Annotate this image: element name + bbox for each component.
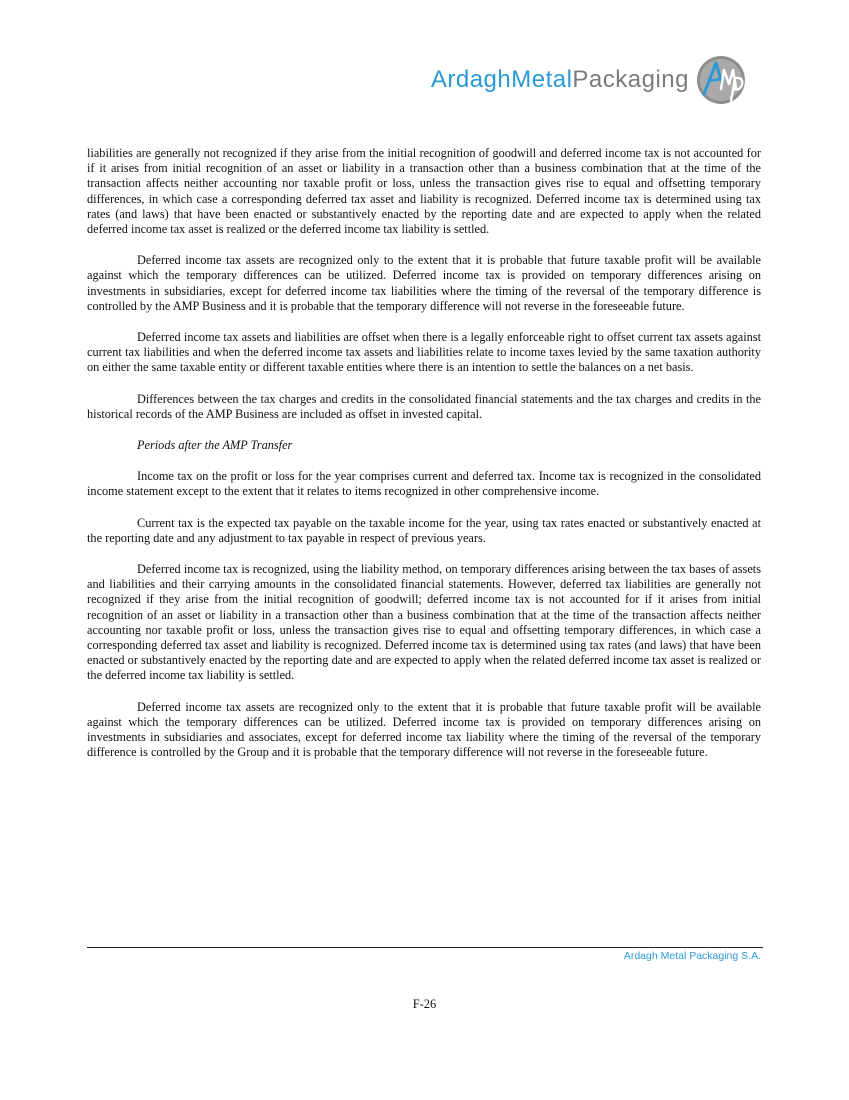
paragraph-continued: liabilities are generally not recognized if they arise from the initial recognition of goodwill and deferred income tax is not accounted for if it arises from initial recognition of an asset or liability in a transaction other than a business combination that at the time of the transaction affects neither accounting nor taxable profit or loss, unless the transaction gives rise to equal and offsetting temporary differences, in which case a corresponding deferred tax asset and liability is recognized. Deferred income tax is determined using tax rates (and laws) that have been enacted or substantively enacted by the reporting date and are expected to apply when the related deferred income tax asset is realized or the deferred income tax liability is settled.	[87, 146, 761, 237]
section-subheading: Periods after the AMP Transfer	[137, 438, 293, 453]
paragraph: Current tax is the expected tax payable on the taxable income for the year, using tax rates enacted or substantively enacted at the reporting date and any adjustment to tax payable in respect of previous years.	[87, 515, 761, 545]
paragraph: Differences between the tax charges and credits in the consolidated financial statements and the tax charges and credits in the historical records of the AMP Business are included as offset in invested capital.	[87, 391, 761, 421]
paragraph: Deferred income tax assets are recognized only to the extent that it is probable that future taxable profit will be available against which the temporary differences can be utilized. Deferred income tax is provided on temporary differences arising on investments in subsidiaries and associates, except for deferred income tax liability where the timing of the reversal of the temporary difference is controlled by the Group and it is probable that the temporary difference will not reverse in the foreseeable future.	[87, 699, 761, 760]
brand-word-packaging: Packaging	[572, 66, 689, 93]
brand-wordmark	[431, 66, 689, 94]
page-number: F-26	[412, 997, 437, 1011]
paragraph: Deferred income tax assets and liabilities are offset when there is a legally enforceable right to offset current tax assets against current tax liabilities and when the deferred income tax assets and liabilities relate to income taxes levied by the same taxation authority on either the same taxable entity or different taxable entities where there is an intention to settle the balances on a net basis.	[87, 330, 761, 375]
footer-company-name: Ardagh Metal Packaging S.A.	[623, 950, 761, 962]
footer-divider	[87, 947, 763, 948]
paragraph: Deferred income tax is recognized, using the liability method, on temporary differences arising between the tax bases of assets and liabilities and their carrying amounts in the consolidated financial statements. However, deferred tax liabilities are generally not recognized if they arise from the initial recognition of goodwill; deferred income tax is not accounted for if it arises from initial recognition of an asset or liability in a transaction other than a business combination that at the time of the transaction affects neither accounting nor taxable profit or loss, unless the transaction gives rise to equal and offsetting temporary differences, in which case a corresponding deferred tax asset and liability is recognized. Deferred income tax is determined using tax rates (and laws) that have been enacted or substantively enacted by the reporting date and are expected to apply when the related deferred income tax asset is realized or the deferred income tax liability is settled.	[87, 562, 761, 683]
amp-logo-icon	[695, 54, 747, 106]
brand-word-metal: Metal	[511, 66, 573, 93]
paragraph: Deferred income tax assets are recognized only to the extent that it is probable that future taxable profit will be available against which the temporary differences can be utilized. Deferred income tax is provided on temporary differences arising on investments in subsidiaries, except for deferred income tax liabilities where the timing of the reversal of the temporary difference is controlled by the AMP Business and it is probable that the temporary difference will not reverse in the foreseeable future.	[87, 253, 761, 313]
page-header	[327, 54, 747, 110]
document-body	[87, 146, 761, 777]
brand-word-ardagh: Ardagh	[430, 66, 512, 93]
paragraph: Income tax on the profit or loss for the year comprises current and deferred tax. Income tax is recognized in the consolidated income statement except to the extent that it relates to items recognized in other comprehensive income.	[87, 469, 761, 499]
